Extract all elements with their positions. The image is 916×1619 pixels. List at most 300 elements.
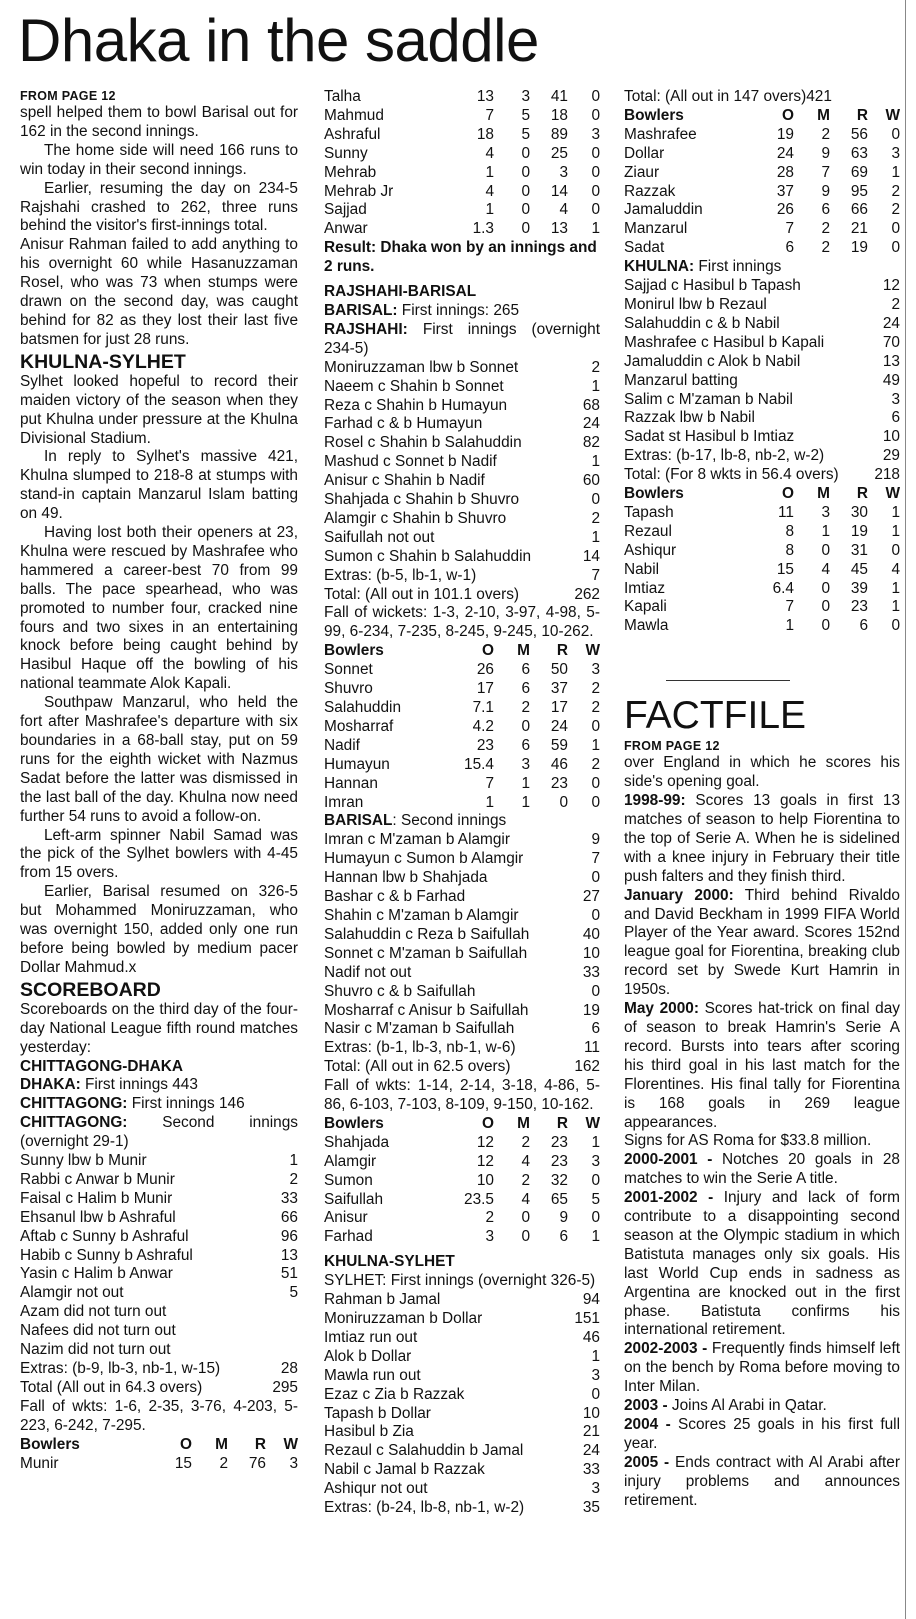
bowling-figure: 0	[591, 182, 600, 200]
bowling-figure: 0	[521, 144, 530, 162]
bowling-figure: 2	[219, 1454, 228, 1472]
section-heading: SCOREBOARD	[20, 978, 161, 1001]
paragraph: Having lost both their openers at 23, Khulna were rescued by Mashrafee who hammered a career-best 70 from 99 balls. The pace spearhead, who was promoted to number four, cracked nine fours and two sixes in an entertaining knock before being caught behind by Hasibul Haque off the bowling of his national teammate Alok Kapali.	[20, 524, 298, 693]
team-label: KHULNA:	[624, 258, 695, 276]
factfile-entry	[624, 792, 900, 887]
bowling-figure: 0	[821, 579, 830, 597]
bowling-row	[324, 145, 600, 164]
batter-runs: 3	[891, 390, 900, 408]
batting-row	[324, 1423, 600, 1442]
bowling-figure: 4	[485, 144, 494, 162]
bowling-figure: 0	[591, 144, 600, 162]
paragraph: Left-arm spinner Nabil Samad was the pick of the Sylhet bowlers with 4-45 from 15 overs.	[20, 826, 298, 882]
bowling-figure: 0	[521, 220, 530, 238]
bowling-figure: 41	[550, 88, 568, 105]
paragraph: Sylhet looked hopeful to record their maiden victory of the season when they put Khulna under pressure at the Khulna Divisional Stadium.	[20, 372, 298, 447]
batting-row	[324, 491, 600, 510]
innings-text: First innings	[694, 258, 782, 276]
batting-row	[324, 529, 600, 548]
batting-row	[20, 1209, 298, 1228]
batting-row	[20, 1341, 298, 1360]
batting-row	[324, 586, 600, 605]
batter-runs: 151	[574, 1310, 600, 1327]
team-label: DHAKA:	[20, 1076, 81, 1094]
batter-name: Extras: (b-9, lb-3, nb-1, w-15)	[20, 1360, 221, 1377]
batting-row	[20, 1190, 298, 1209]
bowling-figure: 1	[521, 774, 530, 792]
batting-row	[324, 472, 600, 491]
bowling-figure: 0	[891, 617, 900, 635]
bowling-row	[324, 183, 600, 202]
bowler-name: Sajjad	[324, 201, 367, 219]
factfile-text: Scores 25 goals in his first full year.	[624, 1416, 900, 1452]
paragraph: Southpaw Manzarul, who held the fort after Mashrafee's departure with six boundaries in a 68-ball stay, put on 59 runs for the eighth wicket with Nazmus Sadat before the latter was dismissed in the last ball of the day. Khulna now need further 54 runs to avoid a follow-on.	[20, 694, 298, 825]
bowling-figure: 6	[521, 680, 530, 698]
batting-row	[324, 1020, 600, 1039]
batter-runs: 7	[591, 566, 600, 584]
batter-name: Sajjad c Hasibul b Tapash	[624, 277, 801, 295]
bowling-figure: 1	[891, 579, 900, 597]
innings-line	[20, 1076, 298, 1095]
bowling-figure: 2	[591, 699, 600, 716]
batter-name: Faisal c Halim b Munir	[20, 1189, 173, 1207]
batting-row	[324, 983, 600, 1002]
batter-name: Razzak lbw b Nabil	[624, 409, 755, 427]
batting-row	[624, 315, 900, 334]
bowling-row	[624, 239, 900, 258]
bowler-name: Salahuddin	[324, 699, 402, 716]
bowling-row	[624, 542, 900, 561]
batting-row	[20, 1284, 298, 1303]
bowler-name: Jamaluddin	[624, 201, 703, 219]
batter-name: Nafees did not turn out	[20, 1322, 176, 1340]
batter-runs: 66	[280, 1208, 298, 1226]
batter-runs: 35	[582, 1499, 600, 1517]
bowling-figure: 24	[550, 717, 568, 735]
column-header: O	[180, 1435, 192, 1453]
factfile-entry	[624, 1132, 900, 1151]
paragraph: over England in which he scores his side's opening goal.	[624, 754, 900, 791]
bowling-figure: 4.2	[472, 717, 494, 735]
factfile-text: Joins Al Arabi in Qatar.	[667, 1397, 827, 1415]
batting-row	[624, 466, 900, 485]
bowling-row	[624, 126, 900, 145]
bowling-figure: 0	[591, 88, 600, 105]
bowling-header	[624, 107, 900, 126]
bowling-figure: 7	[485, 774, 494, 792]
bowling-figure: 0	[521, 1209, 530, 1227]
batting-row	[624, 296, 900, 315]
innings-text: First innings 146	[127, 1095, 245, 1113]
column-header: O	[782, 106, 794, 124]
bowler-name: Humayun	[324, 755, 390, 773]
column-header: Bowlers	[20, 1435, 80, 1453]
bowling-row	[624, 145, 900, 164]
bowling-figure: 0	[521, 163, 530, 181]
batter-name: Nasir c M'zaman b Saifullah	[324, 1020, 515, 1038]
bowling-figure: 2	[591, 755, 600, 773]
bowling-table	[324, 642, 600, 812]
factfile-text: Signs for AS Roma for $33.8 million.	[624, 1132, 872, 1150]
bowling-row	[324, 88, 600, 107]
batter-name: Mosharraf c Anisur b Saifullah	[324, 1001, 529, 1019]
bowling-figure: 3	[591, 661, 600, 679]
batter-runs: 24	[582, 415, 600, 433]
batter-runs: 262	[574, 585, 600, 603]
bowler-name: Ashraful	[324, 125, 381, 143]
batter-runs: 2	[891, 295, 900, 313]
bowler-name: Sunny	[324, 144, 368, 162]
bowling-figure: 18	[550, 106, 568, 124]
bowling-figure: 6	[559, 1228, 568, 1246]
bowling-figure: 1	[891, 522, 900, 540]
batter-runs: 5	[289, 1284, 298, 1302]
batting-row	[324, 1499, 600, 1518]
bowling-figure: 1	[891, 503, 900, 521]
batter-name: Total: (All out in 62.5 overs)	[324, 1058, 511, 1076]
batting-row	[324, 1461, 600, 1480]
bowling-figure: 56	[850, 125, 868, 143]
bowling-row	[324, 699, 600, 718]
bowling-row	[324, 126, 600, 145]
match-title: KHULNA-SYLHET	[324, 1253, 455, 1271]
bowling-figure: 1	[591, 1228, 600, 1246]
bowling-row	[324, 164, 600, 183]
bowler-name: Alamgir	[324, 1152, 377, 1170]
batter-runs: 0	[591, 869, 600, 887]
bowling-figure: 15.4	[464, 755, 494, 773]
batting-row	[324, 1310, 600, 1329]
batting-row	[324, 964, 600, 983]
bowler-name: Dollar	[624, 144, 665, 162]
batter-name: Azam did not turn out	[20, 1303, 167, 1321]
bowling-figure: 5	[591, 1190, 600, 1208]
batting-row	[324, 415, 600, 434]
bowling-figure: 23	[850, 598, 868, 616]
bowling-figure: 12	[476, 1152, 494, 1170]
batter-name: Nazim did not turn out	[20, 1341, 171, 1359]
bowler-name: Hannan	[324, 774, 378, 792]
innings-text: Second innings (overnight 29-1)	[20, 1114, 298, 1151]
bowling-figure: 3	[289, 1454, 298, 1472]
factfile-text: Third behind Rivaldo and David Beckham in 1999 FIFA World Player of the Year award. Scores 152nd league goal for Fiorentina, breaking club record set by Swede Kurt Hamrin in 1950s.	[624, 886, 900, 999]
bowling-row	[324, 661, 600, 680]
batter-runs: 29	[882, 447, 900, 465]
column-header: Bowlers	[324, 642, 384, 660]
bowling-figure: 19	[850, 522, 868, 540]
innings-text: First innings 443	[80, 1076, 198, 1094]
innings-line	[324, 321, 600, 359]
batter-name: Total: (All out in 101.1 overs)	[324, 585, 520, 603]
bowling-row	[624, 164, 900, 183]
bowling-figure: 23	[476, 736, 494, 754]
match-result: Result: Dhaka won by an innings and 2 runs.	[324, 239, 597, 276]
bowling-figure: 2	[821, 125, 830, 143]
paragraph: The home side will need 166 runs to win today in their second innings.	[20, 141, 298, 178]
batter-name: Ashiqur not out	[324, 1480, 428, 1498]
bowling-figure: 2	[891, 201, 900, 219]
batting-list	[324, 359, 600, 605]
batter-name: Alamgir not out	[20, 1284, 124, 1302]
batter-name: Nadif not out	[324, 963, 412, 981]
bowling-figure: 0	[591, 793, 600, 811]
bowling-figure: 23	[550, 1152, 568, 1170]
paragraph: Earlier, resuming the day on 234-5 Rajshahi crashed to 262, three runs behind the visitor's first-innings total.	[20, 179, 298, 235]
batting-row	[324, 397, 600, 416]
batting-row	[324, 850, 600, 869]
batter-name: Rosel c Shahin b Salahuddin	[324, 434, 522, 452]
bowling-figure: 17	[476, 680, 494, 698]
bowling-figure: 39	[850, 579, 868, 597]
bowling-figure: 6	[785, 239, 794, 257]
batter-runs: 10	[582, 1404, 600, 1422]
factfile-text: Ends contract with Al Arabi after injury problems and announces retirement.	[624, 1453, 900, 1509]
batting-row	[324, 1405, 600, 1424]
batter-name: Ezaz c Zia b Razzak	[324, 1385, 465, 1403]
bowling-figure: 4	[521, 1190, 530, 1208]
bowling-figure: 2	[821, 220, 830, 238]
bowling-row	[624, 523, 900, 542]
bowling-figure: 0	[821, 541, 830, 559]
batting-row	[324, 1291, 600, 1310]
batting-row	[324, 888, 600, 907]
batter-name: Mashrafee c Hasibul b Kapali	[624, 333, 825, 351]
factfile-entry	[624, 1416, 900, 1454]
bowling-figure: 14	[550, 182, 568, 200]
innings-line: SYLHET: First innings (overnight 326-5)	[324, 1272, 596, 1290]
bowling-figure: 0	[891, 239, 900, 257]
batting-row	[324, 359, 600, 378]
innings-total: Total: (All out in 147 overs)421	[624, 88, 832, 105]
column-header: O	[782, 485, 794, 503]
column-header: O	[482, 1114, 494, 1132]
batting-row	[324, 907, 600, 926]
separator	[666, 680, 790, 681]
batter-name: Reza c Shahin b Humayun	[324, 396, 508, 414]
batter-runs: 10	[882, 428, 900, 446]
bowling-row	[624, 580, 900, 599]
batter-name: Sonnet c M'zaman b Saifullah	[324, 944, 528, 962]
batter-name: Salim c M'zaman b Nabil	[624, 390, 793, 408]
batter-name: Monirul lbw b Rezaul	[624, 295, 767, 313]
bowling-figure: 95	[850, 182, 868, 200]
factfile-year: 1998-99:	[624, 792, 686, 810]
column-header: M	[517, 1114, 530, 1132]
batter-runs: 13	[882, 352, 900, 370]
column-header: R	[254, 1435, 266, 1453]
bowling-figure: 3	[591, 1152, 600, 1170]
bowling-figure: 2	[521, 1133, 530, 1151]
bowling-figure: 9	[559, 1209, 568, 1227]
batter-name: Tapash b Dollar	[324, 1404, 431, 1422]
batter-name: Anisur c Shahin b Nadif	[324, 472, 485, 490]
batter-runs: 2	[289, 1170, 298, 1188]
column-header: W	[885, 485, 900, 503]
bowling-row	[324, 775, 600, 794]
bowling-row	[324, 220, 600, 239]
bowling-figure: 3	[521, 755, 530, 773]
bowling-row	[624, 598, 900, 617]
bowling-figure: 89	[550, 125, 568, 143]
kicker: FROM PAGE 12	[20, 89, 116, 103]
batter-runs: 1	[591, 528, 600, 546]
bowling-figure: 1	[591, 736, 600, 754]
batting-row	[324, 510, 600, 529]
batting-row	[20, 1152, 298, 1171]
bowling-figure: 26	[476, 661, 494, 679]
bowling-row	[324, 756, 600, 775]
factfile-year: January 2000:	[624, 886, 734, 904]
bowling-figure: 66	[850, 201, 868, 219]
batter-runs: 2	[591, 358, 600, 376]
batter-name: Aftab c Sunny b Ashraful	[20, 1227, 189, 1245]
batter-name: Moniruzzaman lbw b Sonnet	[324, 358, 519, 376]
bowling-row	[324, 201, 600, 220]
column-header: R	[856, 485, 868, 503]
batting-row	[324, 926, 600, 945]
batter-runs: 0	[591, 491, 600, 509]
bowling-figure: 0	[591, 1209, 600, 1227]
bowling-figure: 0	[591, 201, 600, 219]
batter-name: Shuvro c & b Saifullah	[324, 982, 476, 1000]
paragraph: In reply to Sylhet's massive 421, Khulna slumped to 218-8 at stumps with stand-in captain Manzarul Islam batting on 49.	[20, 448, 298, 523]
batter-runs: 33	[280, 1189, 298, 1207]
batting-row	[624, 372, 900, 391]
bowling-figure: 46	[550, 755, 568, 773]
bowling-row	[324, 737, 600, 756]
factfile-year: 2005 -	[624, 1453, 670, 1471]
bowling-figure: 1	[891, 598, 900, 616]
bowling-row	[624, 201, 900, 220]
column-header: R	[856, 106, 868, 124]
team-label: CHITTAGONG:	[20, 1114, 128, 1132]
batting-row	[624, 353, 900, 372]
batter-runs: 12	[882, 277, 900, 295]
column-header: M	[517, 642, 530, 660]
bowling-figure: 45	[850, 560, 868, 578]
fall-of-wickets: Fall of wickets: 1-3, 2-10, 3-97, 4-98, 5-99, 6-234, 7-235, 8-245, 9-245, 10-262.	[324, 604, 600, 641]
batter-name: Rezaul c Salahuddin b Jamal	[324, 1442, 524, 1460]
bowling-figure: 13	[476, 88, 494, 105]
bowling-figure: 11	[778, 503, 794, 521]
bowler-name: Kapali	[624, 598, 667, 616]
bowling-figure: 63	[850, 144, 868, 162]
bowler-name: Razzak	[624, 182, 676, 200]
batter-runs: 0	[591, 982, 600, 1000]
batter-name: Extras: (b-24, lb-8, nb-1, w-2)	[324, 1499, 525, 1517]
innings-line	[324, 812, 600, 831]
batter-name: Jamaluddin c Alok b Nabil	[624, 352, 801, 370]
batting-row	[624, 391, 900, 410]
bowling-figure: 1	[785, 617, 794, 635]
batter-runs: 33	[582, 1461, 600, 1479]
batting-row	[20, 1247, 298, 1266]
bowling-figure: 50	[550, 661, 568, 679]
batter-runs: 94	[582, 1291, 600, 1309]
batter-runs: 0	[591, 906, 600, 924]
bowling-figure: 7.1	[472, 699, 494, 716]
batter-name: Bashar c & b Farhad	[324, 888, 466, 906]
batter-name: Sunny lbw b Munir	[20, 1152, 147, 1170]
bowling-table	[324, 88, 600, 239]
innings-line	[324, 302, 600, 321]
bowler-name: Imran	[324, 793, 364, 811]
batter-name: Extras: (b-1, lb-3, nb-1, w-6)	[324, 1039, 516, 1057]
bowling-figure: 15	[776, 560, 794, 578]
bowler-name: Sumon	[324, 1171, 373, 1189]
bowler-name: Shahjada	[324, 1133, 390, 1151]
batting-row	[20, 1303, 298, 1322]
bowling-figure: 7	[785, 598, 794, 616]
bowling-figure: 0	[559, 793, 568, 811]
bowling-figure: 24	[776, 144, 794, 162]
column-header: Bowlers	[624, 485, 684, 503]
bowling-figure: 0	[591, 774, 600, 792]
bowler-name: Sonnet	[324, 661, 373, 679]
column-1	[20, 88, 298, 1473]
bowling-figure: 1.3	[472, 220, 494, 238]
bowling-row	[324, 1172, 600, 1191]
bowling-figure: 30	[850, 503, 868, 521]
team-label: BARISAL	[324, 812, 393, 830]
factfile-year: 2002-2003 -	[624, 1340, 708, 1358]
column-header: R	[556, 642, 568, 660]
column-header: Bowlers	[624, 106, 684, 124]
batter-name: Shahjada c Shahin b Shuvro	[324, 491, 520, 509]
bowling-figure: 1	[485, 201, 494, 219]
batter-name: Saifullah not out	[324, 528, 435, 546]
column-header: Bowlers	[324, 1114, 384, 1132]
bowling-figure: 10	[476, 1171, 494, 1189]
bowling-figure: 6	[859, 617, 868, 635]
bowling-figure: 3	[521, 88, 530, 105]
batter-name: Naeem c Shahin b Sonnet	[324, 377, 504, 395]
batter-name: Shahin c M'zaman b Alamgir	[324, 906, 519, 924]
innings-text: : Second innings	[392, 812, 507, 830]
bowling-row	[324, 794, 600, 813]
bowling-figure: 21	[850, 220, 868, 238]
bowling-figure: 2	[521, 1171, 530, 1189]
factfile-entry	[624, 1189, 900, 1340]
bowling-figure: 4	[821, 560, 830, 578]
bowling-figure: 9	[821, 144, 830, 162]
factfile-entry	[624, 887, 900, 1000]
batting-row	[624, 334, 900, 353]
bowling-figure: 2	[485, 1209, 494, 1227]
bowling-figure: 5	[521, 106, 530, 124]
bowling-figure: 6	[521, 736, 530, 754]
innings-text: First innings (overnight 234-5)	[324, 320, 600, 357]
paragraph: Scoreboards on the third day of the four-day National League fifth round matches yesterday:	[20, 1000, 298, 1056]
batter-runs: 9	[591, 831, 600, 849]
bowling-row	[20, 1455, 298, 1474]
bowling-table	[624, 107, 900, 258]
batter-name: Salahuddin c Reza b Saifullah	[324, 925, 530, 943]
batting-row	[624, 277, 900, 296]
batting-row	[324, 831, 600, 850]
batter-name: Alamgir c Shahin b Shuvro	[324, 509, 507, 527]
bowling-row	[324, 1209, 600, 1228]
bowling-header	[624, 485, 900, 504]
bowling-figure: 25	[550, 144, 568, 162]
bowling-row	[624, 617, 900, 636]
bowler-name: Saifullah	[324, 1190, 384, 1208]
batting-row	[324, 1367, 600, 1386]
batter-runs: 33	[582, 963, 600, 981]
bowling-figure: 6	[821, 201, 830, 219]
bowling-figure: 0	[521, 201, 530, 219]
batter-runs: 6	[891, 409, 900, 427]
